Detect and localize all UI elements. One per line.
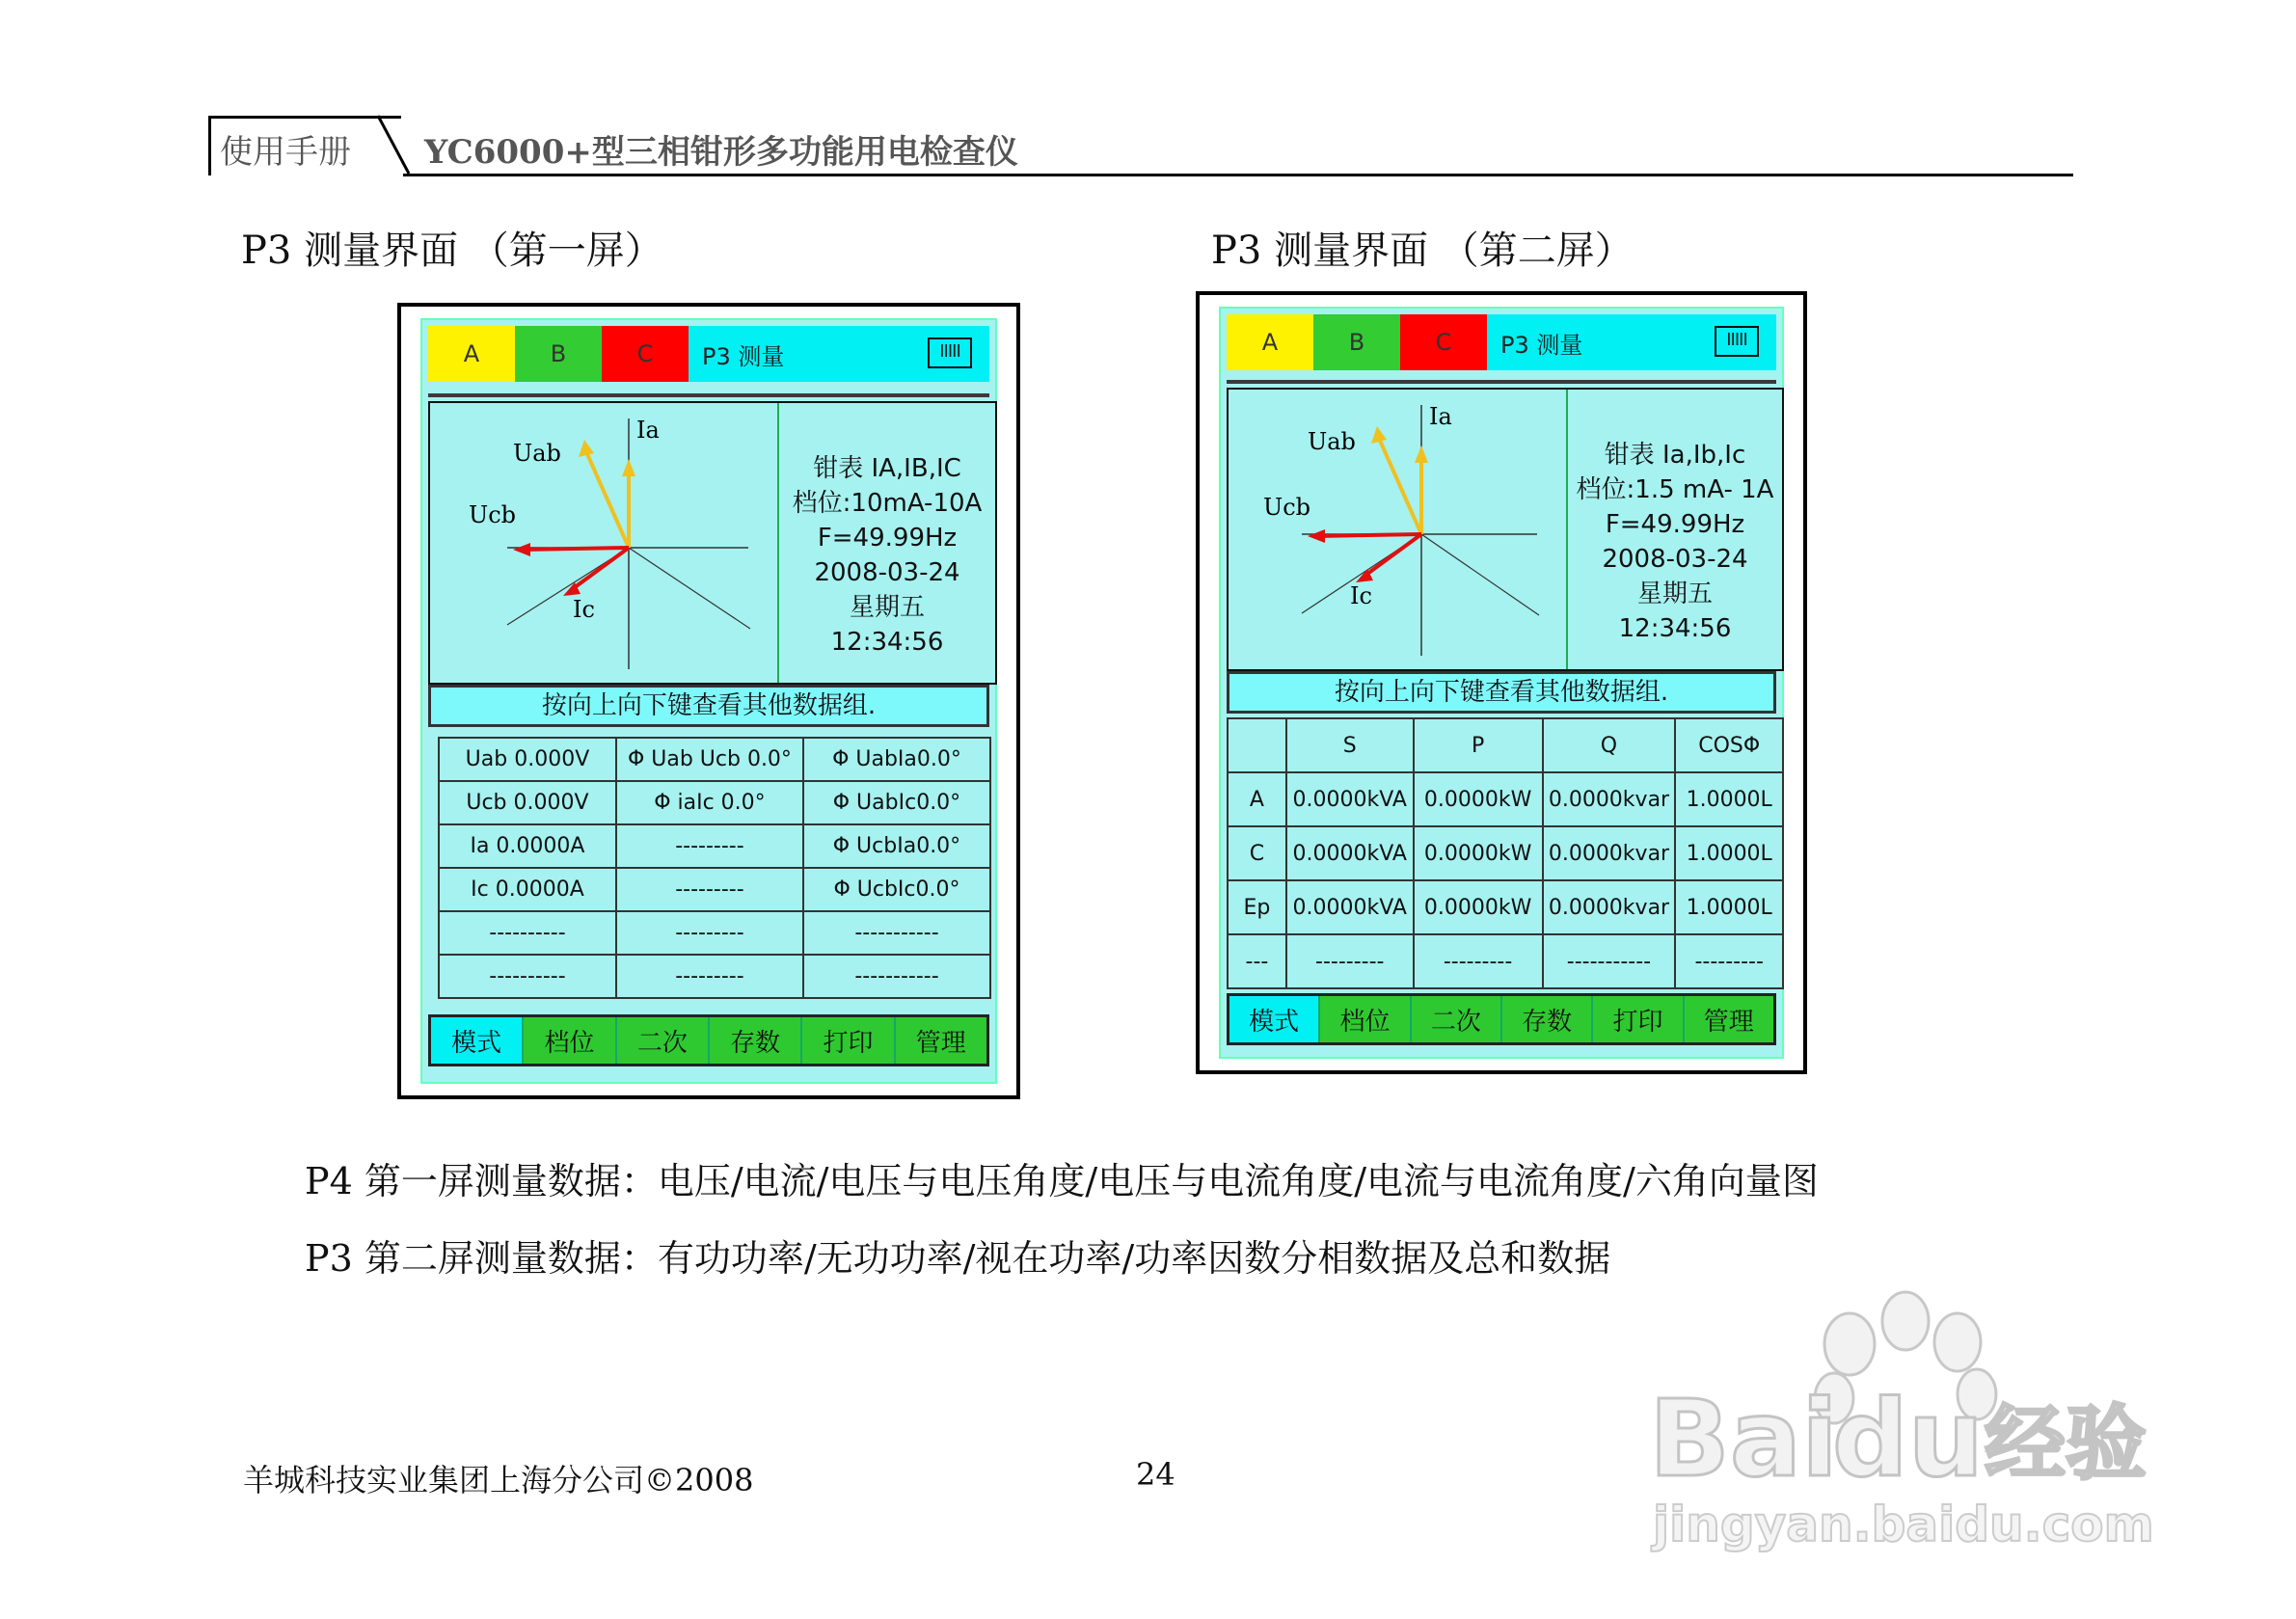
table-cell: Ia 0.0000A — [439, 824, 616, 868]
table-cell: Φ UabIa0.0° — [803, 738, 990, 781]
time-info: 12:34:56 — [1618, 614, 1732, 643]
range-info: 档位:10mA-10A — [792, 489, 983, 518]
weekday-info: 星期五 — [849, 593, 925, 622]
menu-item-0[interactable]: 模式 — [431, 1017, 524, 1064]
screen2-display — [1219, 307, 1784, 1059]
body-line-1: P4 第一屏测量数据：电压/电流/电压与电压角度/电压与电流角度/电流与电流角度/六角向量图 — [305, 1160, 1819, 1202]
phase-b-tab[interactable]: B — [515, 326, 602, 382]
table-cell: 1.0000L — [1675, 826, 1783, 880]
uab-vector — [1377, 434, 1421, 534]
screen1-section-title: P3 测量界面 （第一屏） — [241, 229, 663, 273]
table-cell: C — [1228, 826, 1286, 880]
table-cell: 1.0000L — [1675, 880, 1783, 934]
table-cell: Ep — [1228, 880, 1286, 934]
table-cell: Φ iaIc 0.0° — [616, 781, 803, 824]
uab-arrowhead — [1371, 426, 1387, 444]
table-row — [439, 824, 990, 868]
baidu-jingyan-watermark — [1639, 1273, 2179, 1562]
column-header: P — [1414, 718, 1543, 772]
table-cell: 1.0000L — [1675, 772, 1783, 826]
table-cell: --- — [1228, 934, 1286, 988]
menu-item-0[interactable]: 模式 — [1229, 996, 1320, 1042]
frequency-info: F=49.99Hz — [817, 524, 958, 553]
menu-item-4[interactable]: 打印 — [802, 1017, 895, 1064]
column-header — [1228, 718, 1286, 772]
table-cell: ----------- — [803, 955, 990, 998]
table-row — [1228, 772, 1783, 826]
phasor-diagram — [430, 403, 777, 683]
table-cell: Uab 0.000V — [439, 738, 616, 781]
table-cell: 0.0000kVA — [1286, 826, 1414, 880]
menu-item-2[interactable]: 二次 — [617, 1017, 710, 1064]
table-cell: --------- — [1286, 934, 1414, 988]
table-cell: ----------- — [803, 911, 990, 955]
screen2-topbar — [1227, 314, 1776, 370]
uab-vector — [584, 447, 629, 548]
menu-item-2[interactable]: 二次 — [1412, 996, 1502, 1042]
screen2-hint-bar: 按向上向下键查看其他数据组. — [1227, 671, 1776, 714]
phase-c-tab[interactable]: C — [1400, 314, 1487, 370]
screen2-menu-bar — [1227, 993, 1776, 1045]
menu-item-3[interactable]: 存数 — [1502, 996, 1593, 1042]
page-number: 24 — [1136, 1456, 1175, 1493]
header-rule — [403, 174, 2073, 176]
table-cell: 0.0000kVA — [1286, 772, 1414, 826]
range-info: 档位:1.5 mA- 1A — [1576, 475, 1774, 504]
table-cell: A — [1228, 772, 1286, 826]
table-cell: --------- — [616, 955, 803, 998]
menu-item-1[interactable]: 档位 — [1320, 996, 1411, 1042]
phase-a-tab[interactable]: A — [1227, 314, 1313, 370]
screen1-divider — [428, 393, 989, 397]
phase-b-tab[interactable]: B — [1313, 314, 1400, 370]
table-cell: --------- — [1675, 934, 1783, 988]
date-info: 2008-03-24 — [1602, 545, 1748, 574]
table-cell: 0.0000kW — [1414, 880, 1543, 934]
ic-vector — [1364, 534, 1421, 577]
table-row — [1228, 826, 1783, 880]
ia-arrowhead — [622, 459, 635, 476]
screen2-frame — [1196, 291, 1807, 1074]
table-cell: --------- — [1414, 934, 1543, 988]
header-product-title: YC6000+型三相钳形多功能用电检查仪 — [424, 133, 1018, 172]
table-cell: --------- — [616, 911, 803, 955]
screen1-title-bar — [689, 326, 989, 382]
menu-item-5[interactable]: 管理 — [1685, 996, 1773, 1042]
menu-item-4[interactable]: 打印 — [1593, 996, 1684, 1042]
column-header: COSΦ — [1675, 718, 1783, 772]
screen2-section-title: P3 测量界面 （第二屏） — [1211, 229, 1634, 273]
table-cell: Φ UcbIa0.0° — [803, 824, 990, 868]
uab-arrowhead — [579, 440, 594, 457]
watermark-url: jingyan.baidu.com — [1653, 1497, 2154, 1552]
table-row — [439, 738, 990, 781]
screen1-title: P3 测量 — [702, 342, 785, 370]
watermark-brand: Bai — [1649, 1377, 1838, 1500]
ic-label: Ic — [1350, 582, 1372, 609]
screen1-frame — [397, 303, 1020, 1099]
frequency-info: F=49.99Hz — [1605, 510, 1745, 539]
screen1-menu-bar — [428, 1014, 989, 1066]
screen2-title-bar — [1487, 314, 1776, 370]
ucb-label: Ucb — [1263, 494, 1311, 521]
menu-item-3[interactable]: 存数 — [710, 1017, 802, 1064]
screen2-info-panel — [1566, 390, 1782, 669]
table-cell: --------- — [616, 868, 803, 911]
ic-vector — [571, 548, 629, 590]
battery-icon: IIIII — [1715, 326, 1759, 357]
column-header: Q — [1543, 718, 1676, 772]
phasor-diagram — [1229, 390, 1566, 669]
screen2-title: P3 测量 — [1500, 331, 1583, 359]
table-cell: 0.0000kvar — [1543, 772, 1676, 826]
table-cell: 0.0000kvar — [1543, 880, 1676, 934]
phase-c-tab[interactable]: C — [602, 326, 689, 382]
table-cell: Φ Uab Ucb 0.0° — [616, 738, 803, 781]
table-cell: 0.0000kW — [1414, 826, 1543, 880]
weekday-info: 星期五 — [1636, 580, 1713, 608]
screen1-info-panel — [777, 403, 995, 683]
table-row — [1228, 934, 1783, 988]
screen2-vector-panel — [1227, 388, 1784, 671]
vector-guide-lower-right — [1421, 534, 1539, 615]
table-cell: ---------- — [439, 911, 616, 955]
date-info: 2008-03-24 — [814, 558, 960, 587]
clamp-meter-info: 钳表 Ia,Ib,Ic — [1604, 441, 1746, 470]
ucb-vector — [523, 548, 629, 550]
ucb-vector — [1317, 534, 1421, 536]
screen1-data-table — [438, 737, 991, 999]
footer-company: 羊城科技实业集团上海分公司©2008 — [243, 1462, 754, 1498]
table-cell: 0.0000kvar — [1543, 826, 1676, 880]
body-line-2: P3 第二屏测量数据：有功功率/无功功率/视在功率/功率因数分相数据及总和数据 — [305, 1237, 1611, 1280]
header-manual-label: 使用手册 — [220, 133, 351, 172]
table-cell: ----------- — [1543, 934, 1676, 988]
table-cell: Ic 0.0000A — [439, 868, 616, 911]
table-cell: Ucb 0.000V — [439, 781, 616, 824]
menu-item-5[interactable]: 管理 — [896, 1017, 986, 1064]
ia-arrowhead — [1415, 445, 1428, 463]
ucb-label: Ucb — [469, 501, 517, 528]
watermark-suffix: 经验 — [1985, 1396, 2147, 1491]
ucb-arrowhead — [513, 543, 530, 556]
table-cell: Φ UabIc0.0° — [803, 781, 990, 824]
table-row — [439, 955, 990, 998]
uab-label: Uab — [513, 440, 561, 467]
menu-item-1[interactable]: 档位 — [524, 1017, 616, 1064]
phase-a-tab[interactable]: A — [428, 326, 515, 382]
table-row — [439, 868, 990, 911]
clamp-meter-info: 钳表 IA,IB,IC — [813, 454, 961, 483]
watermark-brand-2: du — [1832, 1377, 1985, 1500]
table-row — [439, 781, 990, 824]
screen1-topbar — [428, 326, 989, 382]
uab-label: Uab — [1308, 428, 1356, 455]
screen2-power-table — [1227, 717, 1784, 989]
ic-label: Ic — [573, 596, 595, 623]
table-header-row — [1228, 718, 1783, 772]
screen1-vector-panel — [428, 401, 997, 685]
ia-label: Ia — [636, 417, 660, 444]
vector-guide-lower-right — [629, 548, 750, 629]
table-cell: --------- — [616, 824, 803, 868]
table-row — [439, 911, 990, 955]
battery-icon: IIIII — [928, 337, 972, 368]
column-header: S — [1286, 718, 1414, 772]
header-slash-divider — [376, 114, 415, 177]
table-cell: 0.0000kVA — [1286, 880, 1414, 934]
table-cell: 0.0000kW — [1414, 772, 1543, 826]
ia-label: Ia — [1429, 403, 1452, 430]
ucb-arrowhead — [1308, 529, 1325, 543]
screen2-divider — [1227, 380, 1776, 384]
table-cell: ---------- — [439, 955, 616, 998]
screen1-hint-bar: 按向上向下键查看其他数据组. — [428, 685, 989, 727]
screen1-display — [420, 318, 997, 1084]
table-row — [1228, 880, 1783, 934]
table-cell: Φ UcbIc0.0° — [803, 868, 990, 911]
time-info: 12:34:56 — [830, 628, 944, 657]
